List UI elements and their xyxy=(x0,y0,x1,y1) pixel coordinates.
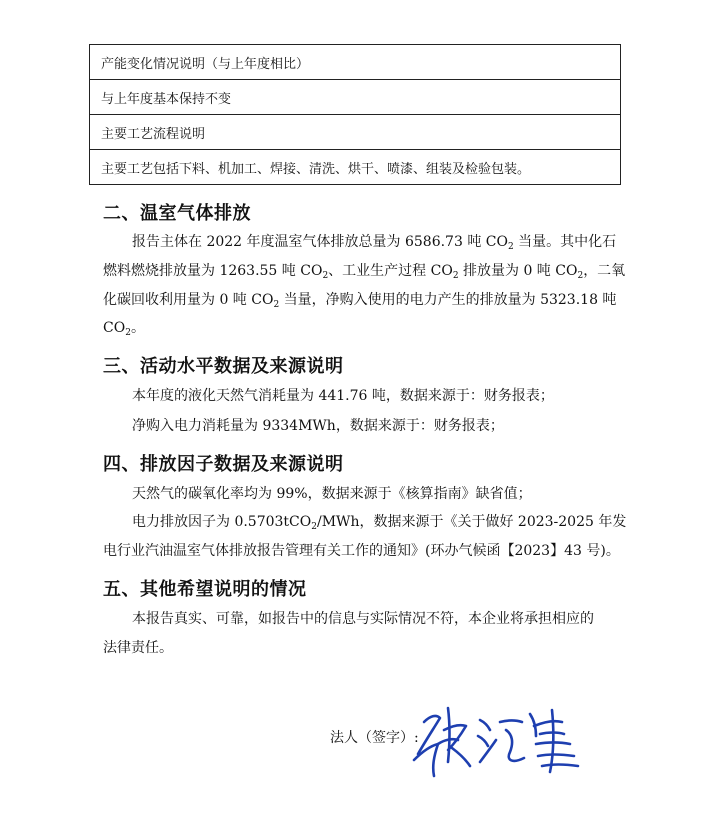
paragraph-line: 本报告真实、可靠，如报告中的信息与实际情况不符，本企业将承担相应的 xyxy=(132,611,594,627)
subscript: 2 xyxy=(507,242,514,252)
text-run: 化碳回收利用量为 0 吨 CO xyxy=(103,292,274,308)
table-cell: 与上年度基本保持不变 xyxy=(90,80,621,115)
text-run: 。 xyxy=(130,320,145,336)
table-cell: 主要工艺包括下料、机加工、焊接、清洗、烘干、喷漆、组装及检验包装。 xyxy=(90,150,621,185)
subscript: 2 xyxy=(125,328,131,338)
paragraph-line: 法律责任。 xyxy=(103,640,173,656)
paragraph-line xyxy=(103,291,616,309)
paragraph-line xyxy=(103,319,145,337)
section-heading-other-notes: 五、其他希望说明的情况 xyxy=(103,579,307,600)
text-run: /MWh，数据来源于《关于做好 2023-2025 年发 xyxy=(317,514,627,530)
text-run: 电力排放因子为 0.5703tCO xyxy=(132,514,312,530)
process-info-table xyxy=(89,44,621,185)
text-run: 排放量为 0 吨 CO xyxy=(458,263,578,279)
subscript: 2 xyxy=(452,271,459,281)
paragraph-line xyxy=(103,262,625,280)
paragraph-line: 净购入电力消耗量为 9334MWh，数据来源于：财务报表； xyxy=(132,418,504,434)
section-heading-activity-data: 三、活动水平数据及来源说明 xyxy=(103,356,344,377)
paragraph-line xyxy=(132,513,626,531)
subscript: 2 xyxy=(577,271,584,281)
paragraph-line: 本年度的液化天然气消耗量为 441.76 吨，数据来源于：财务报表； xyxy=(132,388,554,404)
table-cell: 主要工艺流程说明 xyxy=(90,115,621,150)
text-run: ，二氧 xyxy=(583,263,626,279)
paragraph-line: 电行业汽油温室气体排放报告管理有关工作的通知》(环办气候函【2023】43 号)。 xyxy=(103,543,620,559)
paragraph-line: 天然气的碳氧化率均为 99%，数据来源于《核算指南》缺省值； xyxy=(132,486,532,502)
section-heading-emissions: 二、温室气体排放 xyxy=(103,203,251,224)
text-run: 当量。其中化石 xyxy=(513,234,617,250)
handwritten-signature xyxy=(408,700,586,780)
subscript: 2 xyxy=(273,300,280,310)
text-run: 当量，净购入使用的电力产生的排放量为 5323.18 吨 xyxy=(279,292,617,308)
table-cell: 产能变化情况说明（与上年度相比） xyxy=(90,45,621,80)
paragraph-line xyxy=(132,233,616,251)
text-run: CO xyxy=(103,320,126,336)
table-row xyxy=(90,115,621,150)
section-heading-emission-factors: 四、排放因子数据及来源说明 xyxy=(103,454,344,475)
table-row xyxy=(90,45,621,80)
table-row xyxy=(90,80,621,115)
text-run: 、工业生产过程 CO xyxy=(328,263,453,279)
text-run: 报告主体在 2022 年度温室气体排放总量为 6586.73 吨 CO xyxy=(132,234,508,250)
text-run: 燃料燃烧排放量为 1263.55 吨 CO xyxy=(103,263,323,279)
subscript: 2 xyxy=(322,271,329,281)
signature-label: 法人（签字）: xyxy=(330,730,419,746)
table-row xyxy=(90,150,621,185)
subscript: 2 xyxy=(311,522,317,532)
